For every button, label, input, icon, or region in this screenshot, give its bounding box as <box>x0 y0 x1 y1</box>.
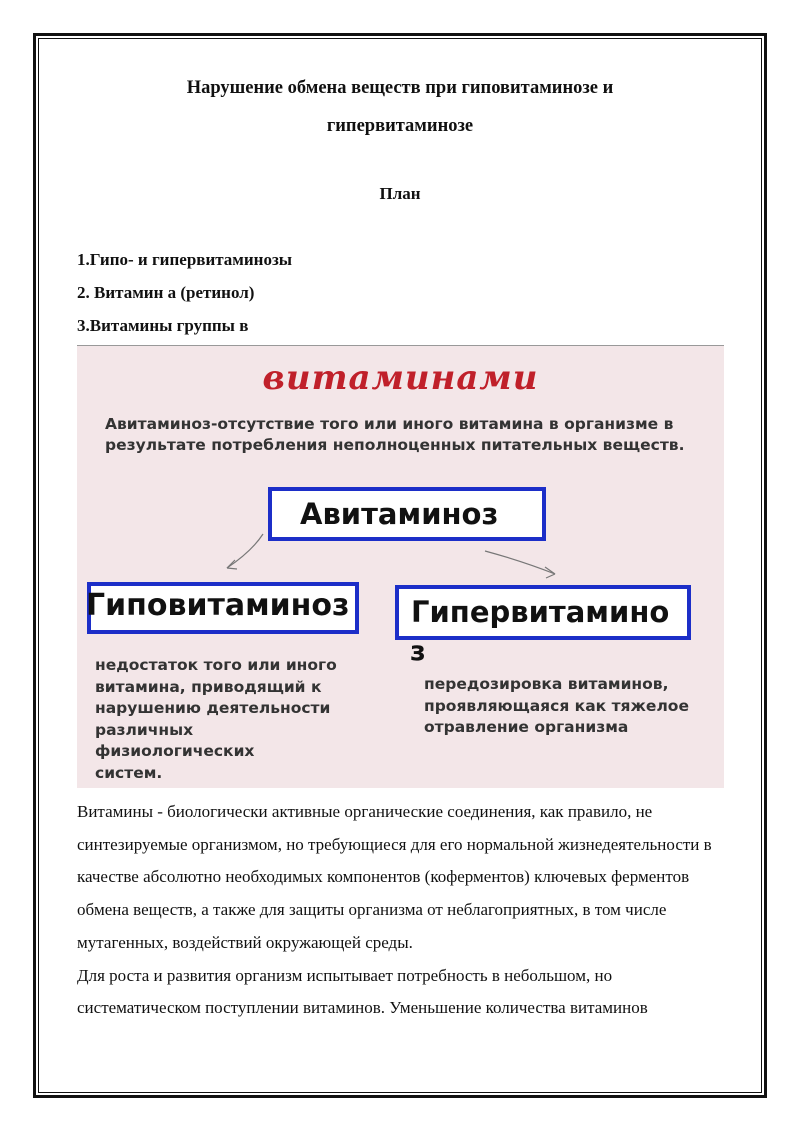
hypo-desc-line: нарушению деятельности <box>95 699 331 717</box>
hypo-desc-line: витамина, приводящий к <box>95 677 322 696</box>
plan-item-1: 1.Гипо- и гипервитаминозы <box>77 250 293 269</box>
body-text <box>77 796 727 1025</box>
avitaminosis-box: Авитаминоз <box>268 487 546 541</box>
body-paragraph-2: Для роста и развития организм испытывает потребность в небольшом, но систематическом поступлении витаминов. Уменьшение количества витаминов <box>77 965 648 1018</box>
plan-item-2: 2. Витамин а (ретинол) <box>77 283 255 302</box>
infographic-heading: витаминами <box>262 358 539 398</box>
hypervitaminosis-description <box>424 674 689 739</box>
hypo-desc-line: физиологических <box>95 742 255 760</box>
hyper-desc-line: отравление организма <box>424 718 629 736</box>
hyper-desc-line: передозировка витаминов, <box>424 675 669 693</box>
hypervitaminosis-label-overflow: з <box>410 636 426 667</box>
avitaminosis-definition: Авитаминоз-отсутствие того или иного витамина в организме в результате потребления неполноценных питательных веществ. <box>105 415 685 454</box>
hypovitaminosis-description <box>95 655 337 784</box>
hyper-desc-line: проявляющаяся как тяжелое <box>424 696 689 715</box>
hypovitaminosis-box <box>87 582 359 634</box>
hypo-desc-line: различных <box>95 720 194 739</box>
hypo-desc-line: систем. <box>95 763 163 782</box>
document-title-line1: Нарушение обмена веществ при гиповитаминозе и <box>186 78 614 98</box>
vitamin-infographic <box>77 345 724 788</box>
document-title-line2: гипервитаминозе <box>326 116 474 136</box>
plan-heading: План <box>379 184 421 203</box>
plan-item-3: 3.Витамины группы в <box>77 316 249 335</box>
body-paragraph-1: Витамины - биологически активные органические соединения, как правило, не синтезируемые организмом, но требующиеся для его нормальной жизнедеятельности в качестве абсолютно необходимых компонентов (коферментов) ключевых ферментов обмена веществ, а также для защиты организма от неблагоприятных, в том числе мутагенных, воздействий окружающей среды. <box>77 802 712 952</box>
hypovitaminosis-label: Гиповитаминоз <box>86 588 350 623</box>
hypo-desc-line: недостаток того или иного <box>95 656 337 674</box>
hypervitaminosis-box: Гипервитамино <box>395 585 691 640</box>
